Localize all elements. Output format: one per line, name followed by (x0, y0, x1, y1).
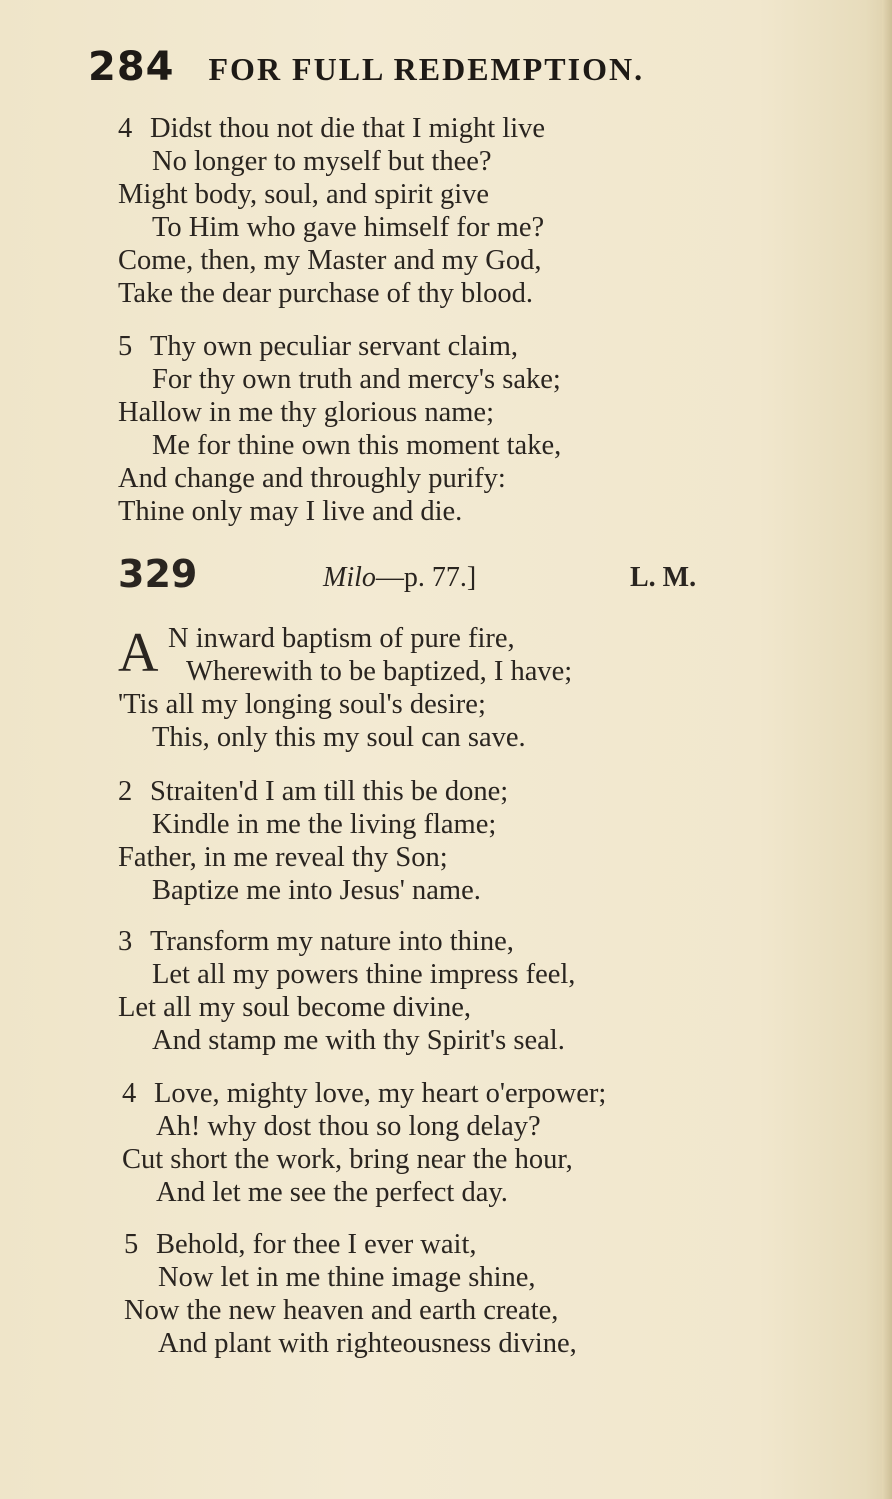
verse-line: No longer to myself but thee? (152, 146, 492, 177)
verse-line: And plant with righteousness divine, (158, 1328, 577, 1359)
running-title: FOR FULL REDEMPTION. (208, 51, 645, 87)
stanza-number: 3 (118, 926, 133, 957)
verse-line: Me for thine own this moment take, (152, 430, 562, 461)
verse-line: Take the dear purchase of thy blood. (118, 278, 534, 309)
stanza-number: 4 (118, 113, 133, 144)
stanza-2 (118, 775, 778, 907)
stanza-4 (122, 1077, 782, 1209)
stanza-number: 5 (124, 1229, 139, 1260)
stanza-number: 2 (118, 776, 133, 807)
verse-line: 4 Love, mighty love, my heart o'erpower; (122, 1078, 607, 1109)
stanza-number: 5 (118, 331, 133, 362)
verse-line: Father, in me reveal thy Son; (118, 842, 448, 873)
verse-line: N inward baptism of pure fire, (168, 623, 515, 654)
stanza-3 (118, 925, 778, 1057)
verse-line: 4 Didst thou not die that I might live (118, 113, 546, 144)
verse-line: Ah! why dost thou so long delay? (156, 1111, 541, 1142)
verse-line: Let all my powers thine impress feel, (152, 959, 576, 990)
stanza-prev-4 (118, 112, 778, 310)
tune-page: —p. 77.] (375, 562, 477, 593)
verse-line: 2 Straiten'd I am till this be done; (118, 776, 509, 807)
verse-line: Thine only may I live and die. (118, 496, 463, 527)
page-edge (882, 0, 892, 1499)
verse-line: To Him who gave himself for me? (152, 212, 545, 243)
drop-cap: A (118, 622, 159, 684)
page-header (88, 44, 768, 94)
tune-reference (323, 562, 476, 594)
verse-line: Baptize me into Jesus' name. (152, 875, 481, 906)
verse-line: Let all my soul become divine, (118, 992, 471, 1023)
verse-line: This, only this my soul can save. (152, 722, 526, 753)
hymn-number: 329 (118, 552, 198, 596)
stanza-prev-5 (118, 330, 778, 528)
verse-line: Now let in me thine image shine, (158, 1262, 536, 1293)
hymn-heading (118, 552, 758, 602)
tune-name: Milo (323, 562, 376, 593)
meter: L. M. (630, 562, 697, 593)
verse-line: And change and throughly purify: (118, 463, 506, 494)
verse-line: Wherewith to be baptized, I have; (186, 656, 573, 687)
verse-line: For thy own truth and mercy's sake; (152, 364, 561, 395)
verse-line: 3 Transform my nature into thine, (118, 926, 514, 957)
stanza-1 (118, 622, 778, 754)
verse-line: Now the new heaven and earth create, (124, 1295, 559, 1326)
verse-line: Hallow in me thy glorious name; (118, 397, 494, 428)
stanza-number: 4 (122, 1078, 137, 1109)
verse-line: And let me see the perfect day. (156, 1177, 508, 1208)
verse-line: Kindle in me the living flame; (152, 809, 497, 840)
verse-line: 'Tis all my longing soul's desire; (118, 689, 486, 720)
stanza-5 (124, 1228, 784, 1360)
verse-line: Cut short the work, bring near the hour, (122, 1144, 573, 1175)
verse-line: 5 Thy own peculiar servant claim, (118, 331, 518, 362)
verse-line: And stamp me with thy Spirit's seal. (152, 1025, 565, 1056)
verse-line: Might body, soul, and spirit give (118, 179, 490, 210)
page-number: 284 (88, 44, 175, 90)
verse-line: 5 Behold, for thee I ever wait, (124, 1229, 477, 1260)
verse-line: Come, then, my Master and my God, (118, 245, 542, 276)
